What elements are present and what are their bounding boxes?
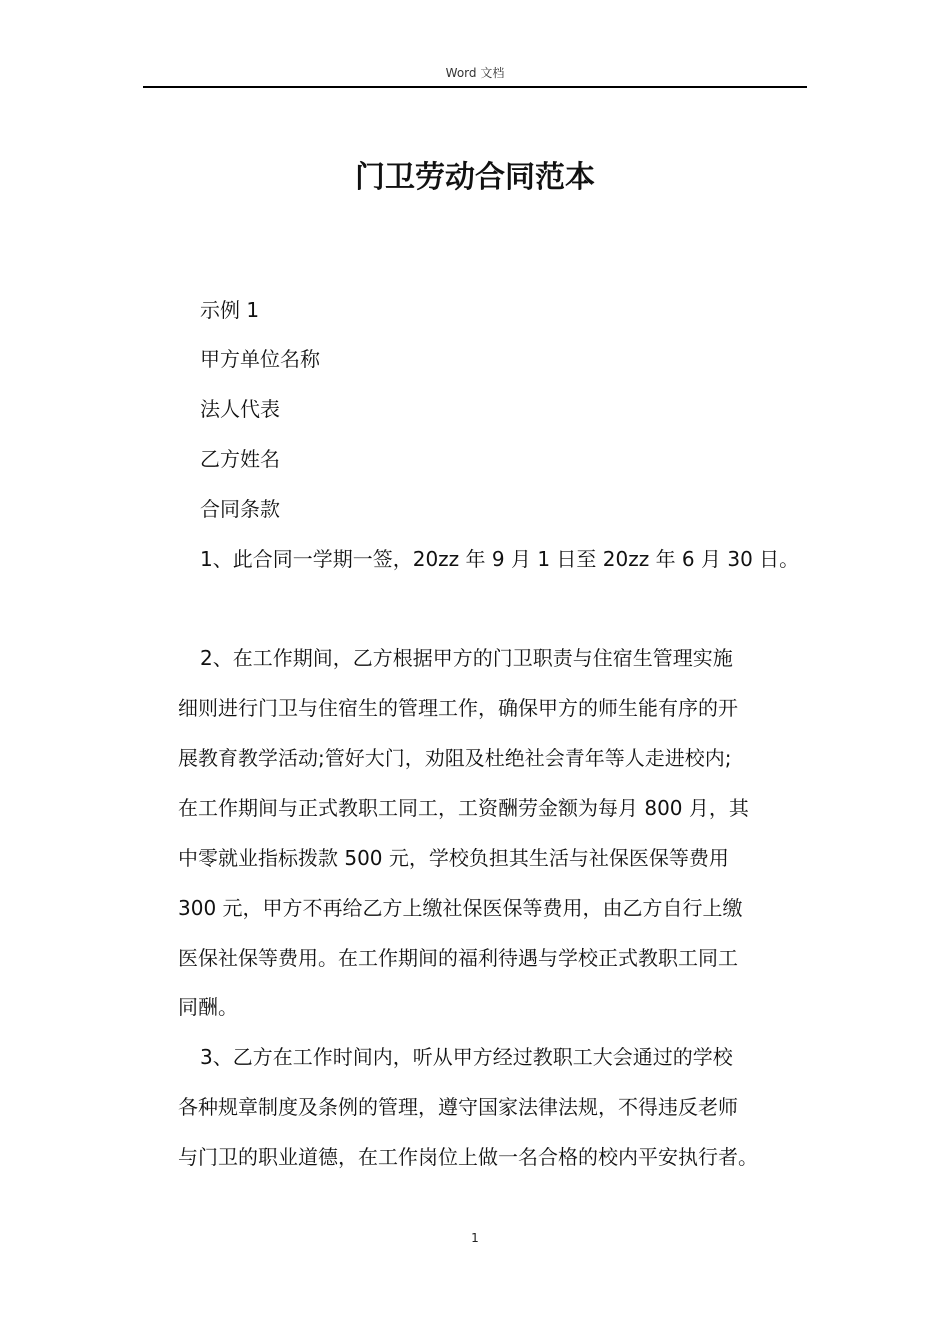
intro-line-party-a: 甲方单位名称 <box>200 347 320 371</box>
paragraph-line: 2、在工作期间，乙方根据甲方的门卫职责与住宿生管理实施 <box>200 646 733 670</box>
clause-1: 1、此合同一学期一签，20zz 年 9 月 1 日至 20zz 年 6 月 30 日。 <box>200 547 800 571</box>
intro-line-example: 示例 1 <box>200 298 260 322</box>
header-divider <box>143 86 807 88</box>
paragraph-line: 医保社保等费用。在工作期间的福利待遇与学校正式教职工同工 <box>178 946 738 970</box>
document-title: 门卫劳动合同范本 <box>355 160 595 195</box>
paragraph-line: 中零就业指标拨款 500 元，学校负担其生活与社保医保等费用 <box>178 846 729 870</box>
intro-line-legal-rep: 法人代表 <box>200 397 280 421</box>
paragraph-line: 3、乙方在工作时间内，听从甲方经过教职工大会通过的学校 <box>200 1045 733 1069</box>
paragraph-line: 300 元，甲方不再给乙方上缴社保医保等费用，由乙方自行上缴 <box>178 896 743 920</box>
paragraph-line: 在工作期间与正式教职工同工，工资酬劳金额为每月 800 月，其 <box>178 796 749 820</box>
header-label: Word 文档 <box>445 66 505 80</box>
paragraph-line: 同酬。 <box>178 995 238 1019</box>
intro-line-party-b: 乙方姓名 <box>200 447 280 471</box>
page-number: 1 <box>471 1231 479 1245</box>
paragraph-line: 展教育教学活动;管好大门，劝阻及杜绝社会青年等人走进校内; <box>178 746 732 770</box>
paragraph-line: 与门卫的职业道德，在工作岗位上做一名合格的校内平安执行者。 <box>178 1145 758 1169</box>
intro-line-terms: 合同条款 <box>200 497 280 521</box>
paragraph-line: 细则进行门卫与住宿生的管理工作，确保甲方的师生能有序的开 <box>178 696 738 720</box>
paragraph-line: 各种规章制度及条例的管理，遵守国家法律法规，不得违反老师 <box>178 1095 738 1119</box>
